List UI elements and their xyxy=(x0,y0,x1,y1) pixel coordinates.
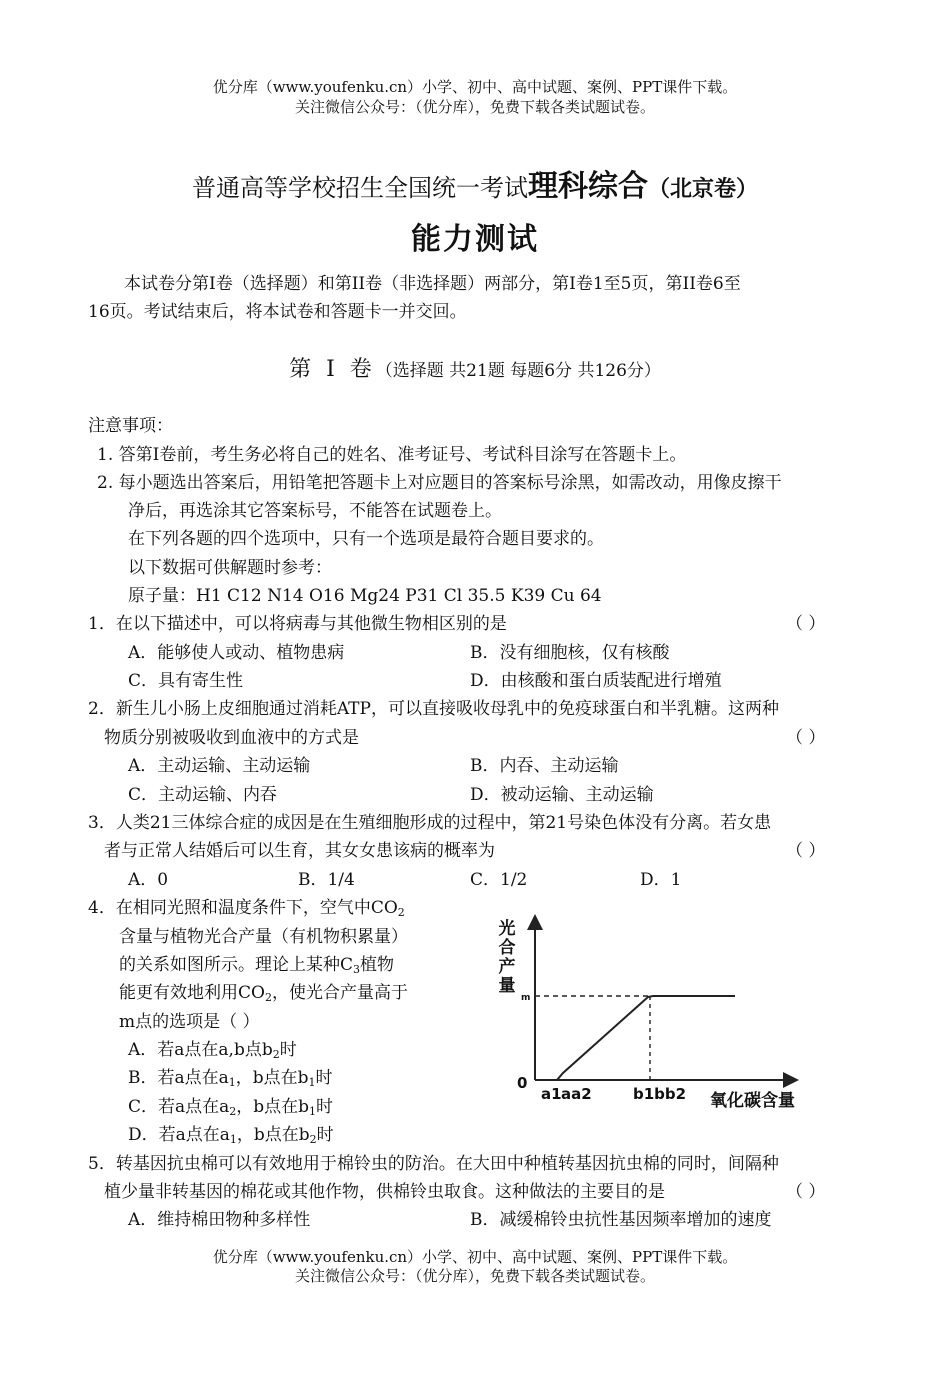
notes-reference: 以下数据可供解题时参考： xyxy=(128,558,332,578)
section-name: 第 I 卷 xyxy=(289,357,376,382)
graph-ylabel-2: 合 xyxy=(498,938,516,958)
q4-option-a-sub: 2 xyxy=(272,1048,280,1061)
q5-option-a: A．维持棉田物种多样性 xyxy=(128,1210,311,1230)
exam-title-region: （北京卷） xyxy=(647,176,758,202)
q4-stem-4-sub: 2 xyxy=(264,991,272,1004)
footer-line-1: 优分库（www.youfenku.cn）小学、初中、高中试题、案例、PPT课件下载。 xyxy=(212,1248,738,1266)
graph-ylabel-1: 光 xyxy=(498,919,516,939)
q4-option-c-sub-1: 2 xyxy=(229,1105,237,1118)
q4-option-d-tail: 时 xyxy=(316,1125,334,1145)
q2-option-b: B．内吞、主动运输 xyxy=(470,756,619,776)
q4-option-b-mid: ，b点在b xyxy=(235,1068,309,1088)
q5-stem-2: 植少量非转基因的棉花或其他作物，供棉铃虫取食。这种做法的主要目的是 xyxy=(104,1182,665,1202)
exam-title xyxy=(0,169,950,204)
q3-option-c: C．1/2 xyxy=(470,870,528,890)
header-line-1: 优分库（www.youfenku.cn）小学、初中、高中试题、案例、PPT课件下载。 xyxy=(212,78,738,96)
graph-tick-a1: a1 xyxy=(541,1085,562,1103)
q3-answer-paren: （ ） xyxy=(786,841,826,861)
footer-line-2: 关注微信公众号：（优分库），免费下载各类试题试卷。 xyxy=(294,1267,655,1285)
notes-instruction: 在下列各题的四个选项中，只有一个选项是最符合题目要求的。 xyxy=(128,529,604,549)
exam-subtitle: 能力测试 xyxy=(411,222,539,257)
graph-tick-aa2: aa2 xyxy=(561,1085,592,1103)
q1-answer-paren: （ ） xyxy=(786,614,826,634)
q1-stem: 1．在以下描述中，可以将病毒与其他微生物相区别的是 xyxy=(88,614,507,634)
q1-option-c: C．具有寄生性 xyxy=(128,671,244,691)
q4-option-b xyxy=(128,1070,333,1087)
graph-xlabel: 氧化碳含量 xyxy=(710,1091,795,1111)
notes-heading: 注意事项： xyxy=(88,416,173,436)
q4-option-b-sub-1: 1 xyxy=(228,1076,236,1089)
notes-item-1: 1. 答第I卷前，考生务必将自己的姓名、准考证号、考试科目涂写在答题卡上。 xyxy=(97,445,687,465)
q4-stem-3-text: 的关系如图所示。理论上某种C xyxy=(119,955,354,975)
q4-option-c-text: C．若a点在a xyxy=(128,1097,230,1117)
q2-option-c: C．主动运输、内吞 xyxy=(128,785,278,805)
q2-option-d: D．被动运输、主动运输 xyxy=(470,785,654,805)
q5-option-b: B．减缓棉铃虫抗性基因频率增加的速度 xyxy=(470,1210,772,1230)
section-heading xyxy=(0,359,950,381)
graph-curve xyxy=(557,996,735,1080)
q3-option-d: D．1 xyxy=(640,870,682,890)
q4-stem-2: 含量与植物光合产量（有机物积累量） xyxy=(119,927,408,947)
graph-m-label: m xyxy=(521,993,531,1003)
q1-option-a: A．能够使人或动、植物患病 xyxy=(128,643,345,663)
q4-option-a-tail: 时 xyxy=(279,1040,297,1060)
q5-stem-1: 5．转基因抗虫棉可以有效地用于棉铃虫的防治。在大田中种植转基因抗虫棉的同时，间隔种 xyxy=(88,1154,779,1174)
q2-stem-1: 2．新生儿小肠上皮细胞通过消耗ATP，可以直接吸收母乳中的免疫球蛋白和半乳糖。这两种 xyxy=(88,699,779,719)
graph-tick-b1bb2: b1bb2 xyxy=(633,1085,687,1103)
graph-ylabel-4: 量 xyxy=(498,976,516,996)
q4-option-c xyxy=(128,1099,333,1116)
q4-option-b-tail: 时 xyxy=(315,1068,333,1088)
graph-origin: 0 xyxy=(517,1074,528,1092)
q1-option-d: D．由核酸和蛋白质装配进行增殖 xyxy=(470,671,722,691)
q3-option-b: B．1/4 xyxy=(298,870,355,890)
exam-title-subject: 理科综合 xyxy=(527,169,648,204)
q4-photosynthesis-graph xyxy=(495,908,825,1138)
q2-answer-paren: （ ） xyxy=(786,728,826,748)
q4-option-b-text: B．若a点在a xyxy=(128,1068,229,1088)
q4-option-a-text: A．若a点在a,b点b xyxy=(128,1040,273,1060)
q2-stem-2: 物质分别被吸收到血液中的方式是 xyxy=(104,728,359,748)
exam-title-prefix: 普通高等学校招生全国统一考试 xyxy=(191,174,528,202)
q4-stem-3 xyxy=(119,957,394,974)
q4-stem-1-sub: 2 xyxy=(397,906,405,919)
q4-stem-5: m点的选项是（ ） xyxy=(119,1012,260,1032)
q4-option-a xyxy=(128,1042,297,1059)
intro-line-1: 本试卷分第I卷（选择题）和第II卷（非选择题）两部分，第I卷1至5页，第II卷6至 xyxy=(124,274,741,294)
q4-option-b-sub-2: 1 xyxy=(308,1076,316,1089)
graph-ylabel-3: 产 xyxy=(498,957,516,977)
q4-option-d-text: D．若a点在a xyxy=(128,1125,230,1145)
q4-option-c-tail: 时 xyxy=(316,1097,334,1117)
q4-option-d-mid: ，b点在b xyxy=(236,1125,310,1145)
section-detail: （选择题 共21题 每题6分 共126分） xyxy=(375,361,661,381)
q1-option-b: B．没有细胞核，仅有核酸 xyxy=(470,643,670,663)
q4-stem-3-tail: 植物 xyxy=(360,955,395,975)
q4-option-d-sub-2: 2 xyxy=(309,1133,317,1146)
intro-line-2: 16页。考试结束后，将本试卷和答题卡一并交回。 xyxy=(88,302,467,322)
q4-option-d-sub-1: 1 xyxy=(229,1133,237,1146)
q3-stem-2: 者与正常人结婚后可以生育，其女女患该病的概率为 xyxy=(104,841,495,861)
q3-stem-1: 3．人类21三体综合症的成因是在生殖细胞形成的过程中，第21号染色体没有分离。若女患 xyxy=(88,813,772,833)
q4-stem-3-sub: 3 xyxy=(353,963,361,976)
q3-option-a: A．0 xyxy=(128,870,169,890)
notes-item-2a: 2. 每小题选出答案后，用铅笔把答题卡上对应题目的答案标号涂黑，如需改动，用像皮擦干 xyxy=(97,473,782,493)
q5-answer-paren: （ ） xyxy=(786,1182,826,1202)
q4-option-d xyxy=(128,1127,334,1144)
q2-option-a: A．主动运输、主动运输 xyxy=(128,756,311,776)
atomic-masses: 原子量：H1 C12 N14 O16 Mg24 P31 Cl 35.5 K39 Cu 64 xyxy=(128,586,602,606)
q4-option-c-sub-2: 1 xyxy=(309,1105,317,1118)
q4-stem-4 xyxy=(119,985,408,1002)
q4-stem-1 xyxy=(88,900,405,917)
header-line-2: 关注微信公众号：（优分库），免费下载各类试题试卷。 xyxy=(294,98,655,116)
q4-option-c-mid: ，b点在b xyxy=(236,1097,310,1117)
notes-item-2b: 净后，再选涂其它答案标号，不能答在试题卷上。 xyxy=(128,501,502,521)
q4-stem-4-tail: ，使光合产量高于 xyxy=(271,983,408,1003)
q4-stem-1-text: 4．在相同光照和温度条件下，空气中CO xyxy=(88,898,398,918)
q4-stem-4-text: 能更有效地利用CO xyxy=(119,983,265,1003)
